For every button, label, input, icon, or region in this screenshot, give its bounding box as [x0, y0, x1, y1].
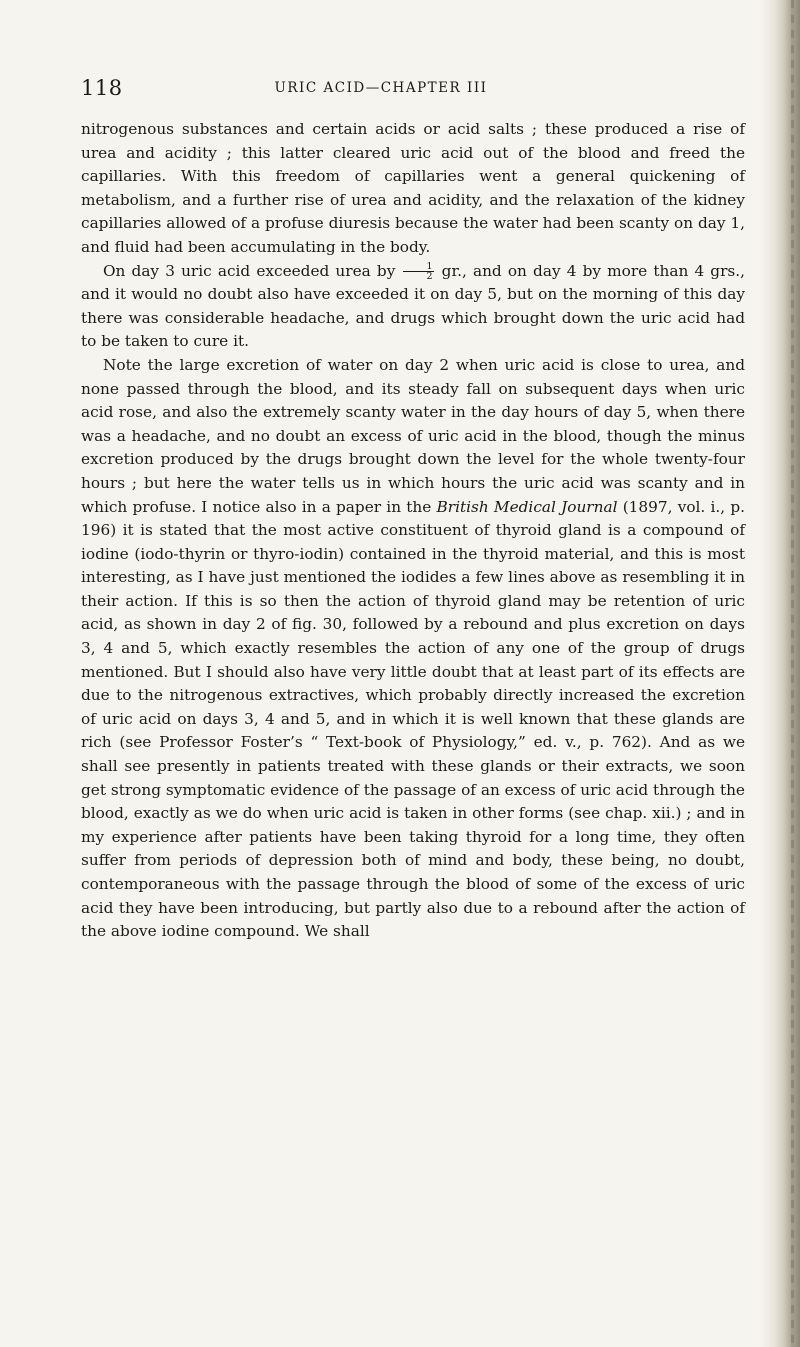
- page-edge-shadow: [760, 0, 800, 1347]
- paragraph-text-part-2: (1897, vol. i., p. 196) it is stated that the most active constituent of thyroid gland is a compound of iodine (iodo-thyrin or thyro-iodin) contained in the thyroid material, and this is most interesting, as I have just mentioned the iodides a few lines above as resembling it in their action. If this is so then the action of thyroid gland may be retention of uric acid, as shown in day 2 of fig. 30, followed by a rebound and plus excretion on days 3, 4 and 5, which exactly resembles the action of any one of the group of drugs mentioned. But I should also have very little doubt that at least part of its effects are due to the nitrogenous extractives, which probably directly increased the excretion of uric acid on days 3, 4 and 5, and in which it is well known that these glands are rich (see Professor Foster’s “ Text-book of Physiology,” ed. v., p. 762). And as we shall see presently in patients treated with these glands or their extracts, we soon get strong symptomatic evidence of the passage of an excess of uric acid through the blood, exactly as we do when uric acid is taken in other forms (see chap. xii.) ; and in my experience after patients have been taking thyroid for a long time, they often suffer from periods of depression both of mind and body, these being, no doubt, contemporaneous with the passage through the blood of some of the excess of uric acid they have been introducing, but partly also due to a rebound after the action of the above iodine compound. We shall: [81, 497, 745, 941]
- paragraph-text-part-1: Note the large excretion of water on day 2 when uric acid is close to urea, and none passed through the blood, and its steady fall on subsequent days when uric acid rose, and also the extremely scanty water in the day hours of day 5, when there was a headache, and no doubt an excess of uric acid in the blood, though the minus excretion produced by the drugs brought down the level for the whole twenty-four hours ; but here the water tells us in which hours the uric acid was scanty and in which profuse. I notice also in a paper in the: [81, 355, 745, 516]
- paragraph-text-before-fraction: On day 3 uric acid exceeded urea by: [103, 261, 396, 280]
- body-text: [81, 118, 745, 944]
- paragraph-note: [81, 354, 745, 944]
- running-head: URIC ACID—CHAPTER III: [274, 80, 488, 96]
- journal-title: British Medical Journal: [436, 497, 618, 516]
- paragraph-day-3: [81, 260, 745, 354]
- paragraph-text-after-fraction: gr., and on day 4 by more than 4 grs., and it would no doubt also have exceeded it on day 5, but on the morning of this day there was considerable headache, and drugs which brought down the uric acid had to be taken to cure it.: [81, 261, 745, 351]
- fraction-one-half: [403, 262, 433, 281]
- fraction-denominator: 2: [426, 271, 433, 283]
- fraction-numerator: 1: [403, 262, 433, 272]
- page-header: [81, 76, 721, 102]
- page-number: 118: [81, 76, 123, 100]
- paragraph-continued: nitrogenous substances and certain acids or acid salts ; these produced a rise of urea and acidity ; this latter cleared uric acid out of the blood and freed the capillaries. With this freedom of capillaries went a general quickening of metabolism, and a further rise of urea and acidity, and the relaxation of the kidney capillaries allowed of a profuse diuresis because the water had been scanty on day 1, and fluid had been accumulating in the body.: [81, 120, 745, 256]
